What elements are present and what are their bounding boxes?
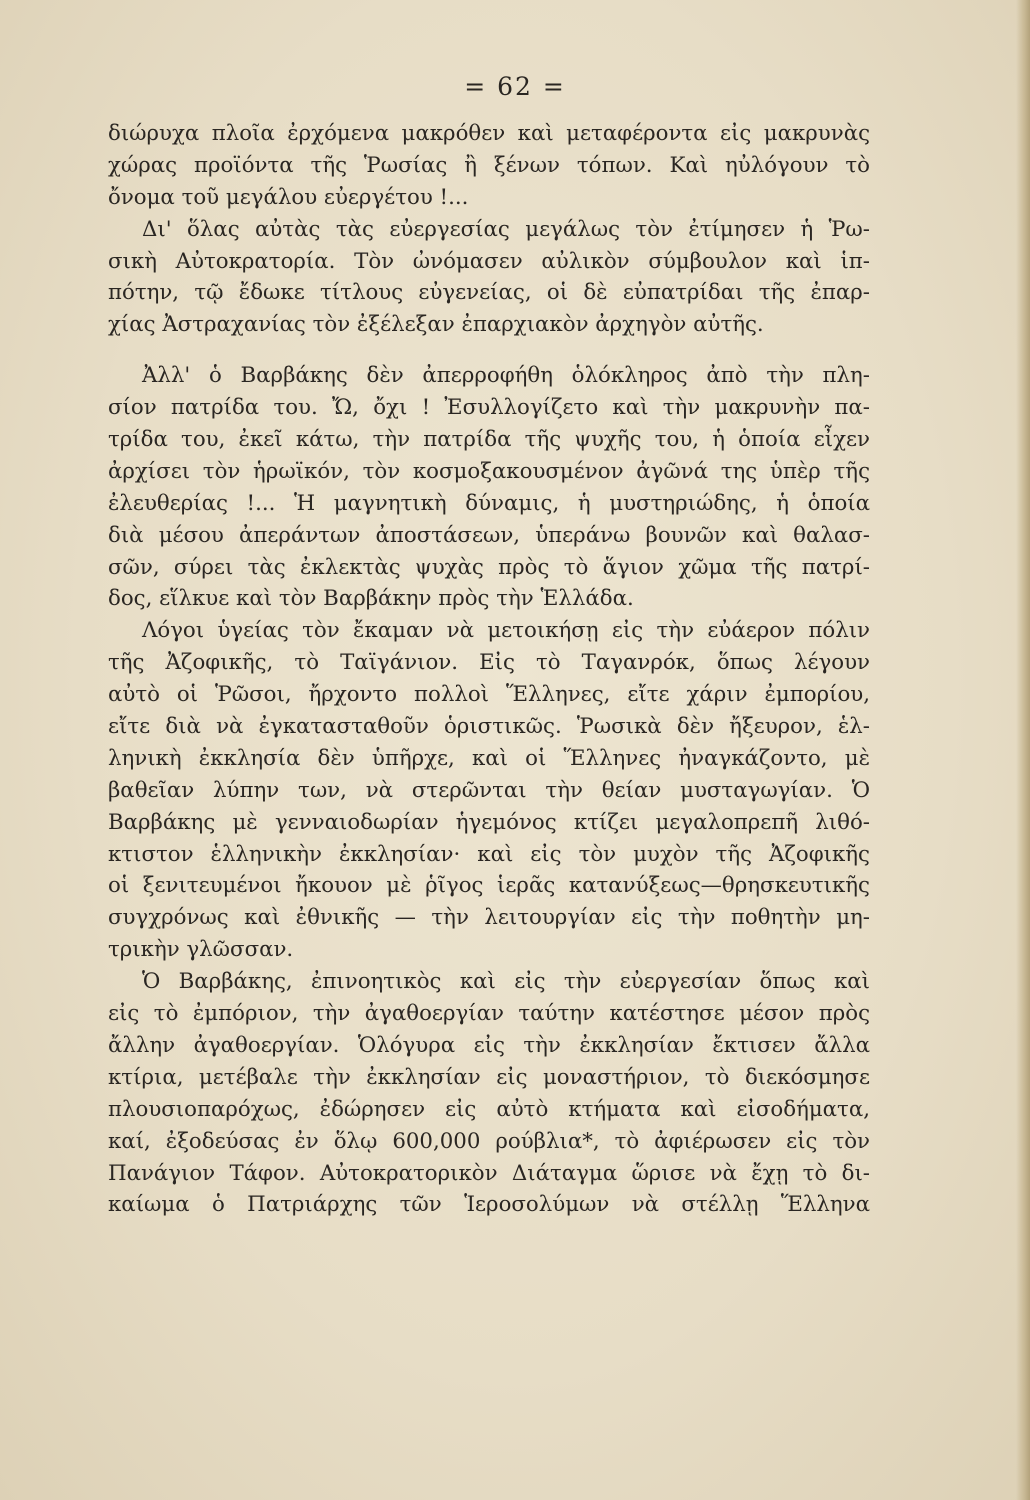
text-line: ἄλλην ἀγαθοεργίαν. Ὁλόγυρα εἰς τὴν ἐκκλησίαν ἔκτισεν ἄλλα	[108, 1032, 870, 1058]
text-line: καίωμα ὁ Πατριάρχης τῶν Ἱεροσολύμων νὰ στέλλῃ Ἕλληνα	[108, 1192, 870, 1218]
text-line: Ὁ Βαρβάκης, ἐπινοητικὸς καὶ εἰς τὴν εὐεργεσίαν ὅπως καὶ	[142, 969, 870, 995]
text-line: σικὴ Αὐτοκρατορία. Τὸν ὠνόμασεν αὐλικὸν σύμβουλον καὶ ἱπ-	[108, 248, 870, 274]
text-line: Πανάγιον Τάφον. Αὐτοκρατορικὸν Διάταγμα ὥρισε νὰ ἔχῃ τὸ δι-	[108, 1160, 870, 1186]
text-line: συγχρόνως καὶ ἐθνικῆς — τὴν λειτουργίαν εἰς τὴν ποθητὴν μη-	[108, 905, 870, 931]
text-line: εἰς τὸ ἐμπόριον, τὴν ἀγαθοεργίαν ταύτην κατέστησε μέσον πρὸς	[108, 1001, 870, 1027]
text-line: κτιστον ἑλληνικὴν ἐκκλησίαν· καὶ εἰς τὸν μυχὸν τῆς Ἀζοφικῆς	[108, 841, 870, 867]
text-line: ὄνομα τοῦ μεγάλου εὐεργέτου !...	[108, 184, 469, 210]
page-number: = 62 =	[464, 72, 566, 101]
body-text	[108, 118, 870, 1221]
text-line: σῶν, σύρει τὰς ἐκλεκτὰς ψυχὰς πρὸς τὸ ἅγιον χῶμα τῆς πατρί-	[108, 554, 870, 580]
text-line: αὐτὸ οἱ Ῥῶσοι, ἤρχοντο πολλοὶ Ἕλληνες, εἴτε χάριν ἐμπορίου,	[108, 682, 870, 708]
text-line: διὰ μέσου ἀπεράντων ἀποστάσεων, ὑπεράνω βουνῶν καὶ θαλασ-	[108, 522, 870, 548]
text-line: χώρας προϊόντα τῆς Ῥωσίας ἢ ξένων τόπων. Καὶ ηὐλόγουν τὸ	[108, 152, 870, 178]
text-line: πλουσιοπαρόχως, ἐδώρησεν εἰς αὐτὸ κτήματα καὶ εἰσοδήματα,	[108, 1096, 870, 1122]
text-line: χίας Ἀστραχανίας τὸν ἐξέλεξαν ἐπαρχιακὸν ἀρχηγὸν αὐτῆς.	[108, 312, 764, 338]
text-line: καί, ἐξοδεύσας ἐν ὅλῳ 600,000 ρούβλια*, τὸ ἀφιέρωσεν εἰς τὸν	[108, 1128, 870, 1154]
page-edge-shadow	[1016, 0, 1030, 1500]
text-line: δος, εἵλκυε καὶ τὸν Βαρβάκην πρὸς τὴν Ἑλλάδα.	[108, 586, 634, 612]
text-line: βαθεῖαν λύπην των, νὰ στερῶνται τὴν θείαν μυσταγωγίαν. Ὁ	[108, 777, 870, 803]
text-line: διώρυχα πλοῖα ἐρχόμενα μακρόθεν καὶ μεταφέροντα εἰς μακρυνὰς	[108, 121, 870, 146]
text-line: Βαρβάκης μὲ γενναιοδωρίαν ἡγεμόνος κτίζει μεγαλοπρεπῆ λιθό-	[108, 809, 870, 835]
text-line: πότην, τῷ ἔδωκε τίτλους εὐγενείας, οἱ δὲ εὐπατρίδαι τῆς ἐπαρ-	[108, 280, 870, 306]
text-line: σίον πατρίδα του. Ὤ, ὄχι ! Ἐσυλλογίζετο καὶ τὴν μακρυνὴν πα-	[108, 395, 870, 421]
text-line: Λόγοι ὑγείας τὸν ἔκαμαν νὰ μετοικήσῃ εἰς τὴν εὐάερον πόλιν	[142, 618, 870, 644]
text-line: ἀρχίσει τὸν ἡρωϊκόν, τὸν κοσμοξακουσμένον ἀγῶνά της ὑπὲρ τῆς	[108, 458, 870, 484]
text-line: τῆς Ἀζοφικῆς, τὸ Ταϊγάνιον. Εἰς τὸ Ταγανρόκ, ὅπως λέγουν	[108, 650, 870, 676]
text-line: οἱ ξενιτευμένοι ἤκουον μὲ ῥῖγος ἱερᾶς κατανύξεως—θρησκευτικῆς	[108, 873, 870, 899]
text-line: ληνικὴ ἐκκλησία δὲν ὑπῆρχε, καὶ οἱ Ἕλληνες ἠναγκάζοντο, μὲ	[108, 745, 870, 771]
text-line: κτίρια, μετέβαλε τὴν ἐκκλησίαν εἰς μοναστήριον, τὸ διεκόσμησε	[108, 1064, 870, 1090]
text-line: Δι' ὅλας αὐτὰς τὰς εὐεργεσίας μεγάλως τὸν ἐτίμησεν ἡ Ῥω-	[142, 216, 870, 242]
text-line: Ἀλλ' ὁ Βαρβάκης δὲν ἀπερροφήθη ὁλόκληρος ἀπὸ τὴν πλη-	[142, 363, 870, 389]
text-line: εἴτε διὰ νὰ ἐγκατασταθοῦν ὁριστικῶς. Ῥωσικὰ δὲν ἤξευρον, ἑλ-	[108, 714, 870, 740]
text-line: ἐλευθερίας !... Ἡ μαγνητικὴ δύναμις, ἡ μυστηριώδης, ἡ ὁποία	[108, 490, 870, 516]
text-line: τρίδα του, ἐκεῖ κάτω, τὴν πατρίδα τῆς ψυχῆς του, ἡ ὁποία εἶχεν	[108, 427, 870, 453]
text-line: τρικὴν γλῶσσαν.	[108, 937, 294, 963]
